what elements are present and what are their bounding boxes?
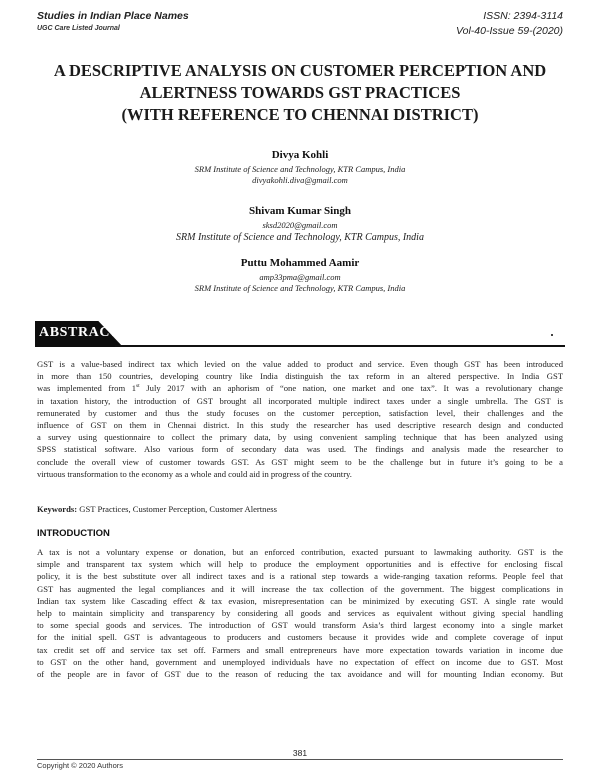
journal-listing: UGC Care Listed Journal: [37, 25, 120, 32]
intro-line: to some special goods and services. The introduction of GST would transform Asia’s third largest economy into a single market: [37, 620, 563, 631]
paper-title: [30, 60, 570, 126]
abstract-text: [37, 358, 563, 480]
footer-rule: [37, 759, 563, 760]
journal-header: [0, 0, 600, 50]
abstract-line: conclude the overall view of customer towards GST. As GST might seem to be the challenge but in future it’s going to be a: [37, 456, 563, 467]
author-affiliation: SRM Institute of Science and Technology, KTR Campus, India: [194, 164, 406, 174]
author-affiliation: SRM Institute of Science and Technology, KTR Campus, India: [194, 283, 406, 293]
abstract-banner: [35, 321, 565, 347]
abstract-line: virtuous transformation to the economy as a whole and could aid in progress of the country.: [37, 468, 352, 479]
intro-line: Indian tax system like Cascading effect & tax evasion, misrepresentation can be minimized by executing GST. A single rate would: [37, 595, 563, 606]
abstract-line: a survey using questionnaire to collect the primary data, by using convenient sampling technique that has been analyzed using: [37, 432, 563, 443]
intro-line: of the people are in favor of GST due to the reason of reducing the tax avoidance and will for mounting Indian economy. But: [37, 669, 563, 680]
abstract-line: remunerated by customer and thus the study focuses on the customer perception, satisfaction level, their challenges and the: [37, 407, 563, 418]
keywords-label: Keywords:: [37, 504, 78, 514]
journal-volume: Vol-40-Issue 59-(2020): [456, 25, 563, 37]
intro-line: simple and transparent tax system which will help to produce the employment opportunities and is effective for enclosing fiscal: [37, 559, 563, 570]
copyright: Copyright © 2020 Authors: [37, 761, 123, 770]
author-name: Divya Kohli: [271, 149, 329, 161]
title-line: A DESCRIPTIVE ANALYSIS ON CUSTOMER PERCEPTION AND: [53, 61, 547, 80]
page-number: 381: [292, 748, 308, 758]
intro-line: GST has augmented the legal compliances and it will increase the tax collection of the government. The biggest complications in: [37, 583, 563, 594]
author-email: sksd2020@gmail.com: [262, 220, 338, 230]
author-email: amp33pma@gmail.com: [259, 272, 341, 282]
title-line: (WITH REFERENCE TO CHENNAI DISTRICT): [121, 105, 479, 124]
intro-line: policy, it is the best substitute over all indirect taxes and is a rational step towards a wide-ranging taxation reforms. People feel that: [37, 571, 563, 582]
keywords-text: GST Practices, Customer Perception, Customer Alertness: [77, 504, 277, 514]
title-line: ALERTNESS TOWARDS GST PRACTICES: [139, 83, 461, 102]
abstract-line: in taxation history, the introduction of GST brought all incorporated multiple indirect taxes under a single umbrella. The GST is: [37, 395, 563, 406]
author-block: [0, 149, 600, 186]
intro-line: tax credit set off and service tax set off. Farmers and small entrepreneurs have more expectation towards variation in income due: [37, 644, 563, 655]
author-block: [0, 205, 600, 244]
introduction-text: [37, 546, 563, 680]
author-name: Puttu Mohammed Aamir: [240, 257, 360, 269]
abstract-rule: [115, 345, 565, 347]
abstract-line: was implemented from 1st July 2017 with an aphorism of “one nation, one market and one tax”. It was a revolutionary change: [37, 383, 563, 394]
journal-issn: ISSN: 2394-3114: [483, 10, 563, 22]
intro-line: help to maintain simplicity and transparency by considering all goods and services as equivalent without giving special handling: [37, 608, 563, 619]
abstract-line: influence of GST on them in Chennai district. In this study the researcher has used descriptive research design and conducted: [37, 420, 563, 431]
banner-dot: [551, 334, 553, 336]
author-affiliation: SRM Institute of Science and Technology, KTR Campus, India: [176, 232, 424, 243]
intro-line: for the initial spell. GST is advantageous to producers and customers because it provides wide and complete coverage of input: [37, 632, 563, 643]
section-heading: INTRODUCTION: [37, 528, 110, 539]
author-email: divyakohli.diva@gmail.com: [252, 175, 348, 185]
journal-name: Studies in Indian Place Names: [37, 10, 189, 22]
intro-line: A tax is not a voluntary expense or donation, but an enforced contribution, exacted pursuant to lawmaking authority. GST is the: [37, 547, 563, 557]
author-block: [0, 257, 600, 294]
abstract-line: GST is a value-based indirect tax which levied on the value added to product and service. Even though GST has been introduced: [37, 359, 563, 369]
intro-line: to GST on the other hand, government and unemployed individuals have no expectation of effect on income due to GST. Most: [37, 656, 563, 667]
abstract-line: SPSS statistical software. Also various form of secondary data was used. The findings and analysis made the researcher to: [37, 444, 563, 455]
abstract-label: ABSTRACT: [39, 325, 121, 340]
author-name: Shivam Kumar Singh: [249, 205, 351, 217]
keywords: [37, 504, 277, 514]
abstract-line: in more than 150 countries, developing country like India distinguish the tax reform in an altered perspective. In India GST: [37, 371, 563, 382]
